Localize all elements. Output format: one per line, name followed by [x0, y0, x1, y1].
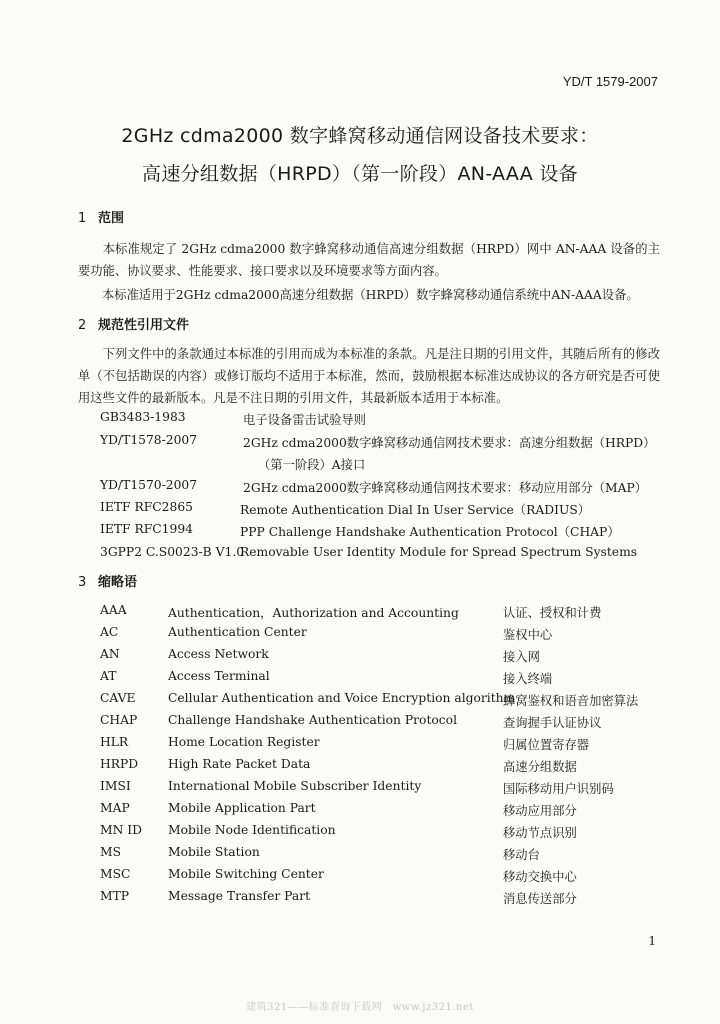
references-intro: 下列文件中的条款通过本标准的引用而成为本标准的条款。凡是注日期的引用文件，其随后所有的修改单（不包括勘误的内容）或修订版均不适用于本标准，然而，鼓励根据本标准达成协议的各方研究是否可使用这些文件的最新版本。凡是不注日期的引用文件，其最新版本适用于本标准。 — [78, 347, 660, 405]
section-2-title: 规范性引用文件 — [98, 318, 190, 333]
section-3-heading — [78, 571, 137, 590]
reference-title: 电子设备雷击试验导则 — [243, 413, 366, 427]
abbreviation-chinese: 认证、授权和计费 — [503, 606, 602, 620]
abbreviation-term: CHAP — [100, 713, 138, 727]
abbreviation-chinese: 国际移动用户识别码 — [503, 782, 614, 796]
abbreviation-chinese: 移动应用部分 — [503, 804, 577, 818]
abbreviation-term: AN — [100, 647, 120, 661]
section-1-title: 范围 — [98, 211, 125, 226]
scope-paragraph-2: 本标准适用于2GHz cdma2000高速分组数据（HRPD）数字蜂窝移动通信系统中AN-AAA设备。 — [102, 288, 639, 302]
abbreviation-english: International Mobile Subscriber Identity — [168, 779, 422, 793]
abbreviation-english: Mobile Application Part — [168, 801, 316, 815]
abbreviation-english: Cellular Authentication and Voice Encryption algorithm — [168, 691, 516, 705]
abbreviation-chinese: 归属位置寄存器 — [503, 738, 590, 752]
abbreviation-term: IMSI — [100, 779, 131, 793]
abbreviation-chinese: 高速分组数据 — [503, 760, 577, 774]
abbreviation-term: HRPD — [100, 757, 139, 771]
reference-code: 3GPP2 C.S0023-B V1.0 — [100, 545, 245, 559]
scope-paragraph-1: 本标准规定了 2GHz cdma2000 数字蜂窝移动通信高速分组数据（HRPD）网中 AN-AAA 设备的主要功能、协议要求、性能要求、接口要求以及环境要求等方面内容。 — [78, 242, 660, 278]
reference-title: 2GHz cdma2000数字蜂窝移动通信网技术要求：移动应用部分（MAP） — [243, 481, 648, 495]
abbreviation-chinese: 鉴权中心 — [503, 628, 553, 642]
page-number: 1 — [648, 934, 656, 948]
abbreviation-chinese: 接入终端 — [503, 672, 553, 686]
abbreviation-term: CAVE — [100, 691, 136, 705]
abbreviation-chinese: 查询握手认证协议 — [503, 716, 602, 730]
abbreviation-term: HLR — [100, 735, 129, 749]
title-line-1: 2GHz cdma2000 数字蜂窝移动通信网设备技术要求： — [121, 125, 599, 147]
abbreviation-term: MN ID — [100, 823, 142, 837]
abbreviation-english: Authentication Center — [168, 625, 307, 639]
abbreviation-term: MSC — [100, 867, 131, 881]
reference-code: GB3483-1983 — [100, 410, 186, 424]
reference-code: IETF RFC2865 — [100, 500, 193, 514]
abbreviation-chinese: 蜂窝鉴权和语音加密算法 — [503, 694, 639, 708]
reference-title: 2GHz cdma2000数字蜂窝移动通信网技术要求：高速分组数据（HRPD） — [243, 436, 656, 450]
section-3-number: 3 — [78, 575, 87, 590]
abbreviation-chinese: 接入网 — [503, 650, 540, 664]
reference-title: Remote Authentication Dial In User Service（RADIUS） — [240, 503, 591, 517]
reference-code: YD/T1578-2007 — [100, 433, 198, 447]
section-3-title: 缩略语 — [98, 575, 138, 590]
section-2-number: 2 — [78, 318, 87, 333]
reference-code: YD/T1570-2007 — [100, 478, 198, 492]
abbreviation-english: Message Transfer Part — [168, 889, 311, 903]
reference-title: Removable User Identity Module for Spread Spectrum Systems — [240, 545, 638, 559]
reference-title-continued: （第一阶段）A接口 — [258, 458, 366, 472]
abbreviation-term: MAP — [100, 801, 130, 815]
abbreviation-english: Challenge Handshake Authentication Protocol — [168, 713, 458, 727]
abbreviation-english: Mobile Node Identification — [168, 823, 336, 837]
reference-code: IETF RFC1994 — [100, 522, 193, 536]
abbreviation-chinese: 消息传送部分 — [503, 892, 577, 906]
abbreviation-english: Access Terminal — [168, 669, 270, 683]
title-line-2: 高速分组数据（HRPD）（第一阶段）AN-AAA 设备 — [142, 163, 578, 185]
abbreviation-english: High Rate Packet Data — [168, 757, 311, 771]
abbreviation-chinese: 移动台 — [503, 848, 540, 862]
abbreviation-english: Authentication，Authorization and Accounting — [168, 606, 459, 620]
footer-watermark: 建筑321——标准查询下载网 www.jz321.net — [246, 1002, 474, 1013]
abbreviation-term: AAA — [100, 603, 127, 617]
document-code: YD/T 1579-2007 — [562, 74, 658, 89]
abbreviation-term: AC — [100, 625, 119, 639]
abbreviation-term: AT — [100, 669, 117, 683]
abbreviation-english: Access Network — [168, 647, 269, 661]
abbreviation-english: Mobile Switching Center — [168, 867, 324, 881]
abbreviation-chinese: 移动交换中心 — [503, 870, 577, 884]
abbreviation-english: Mobile Station — [168, 845, 260, 859]
section-2-heading — [78, 314, 189, 333]
abbreviation-term: MTP — [100, 889, 130, 903]
abbreviation-chinese: 移动节点识别 — [503, 826, 577, 840]
section-1-number: 1 — [78, 211, 87, 226]
section-1-heading — [78, 207, 124, 226]
abbreviation-english: Home Location Register — [168, 735, 320, 749]
reference-title: PPP Challenge Handshake Authentication Protocol（CHAP） — [240, 525, 620, 539]
abbreviation-term: MS — [100, 845, 122, 859]
